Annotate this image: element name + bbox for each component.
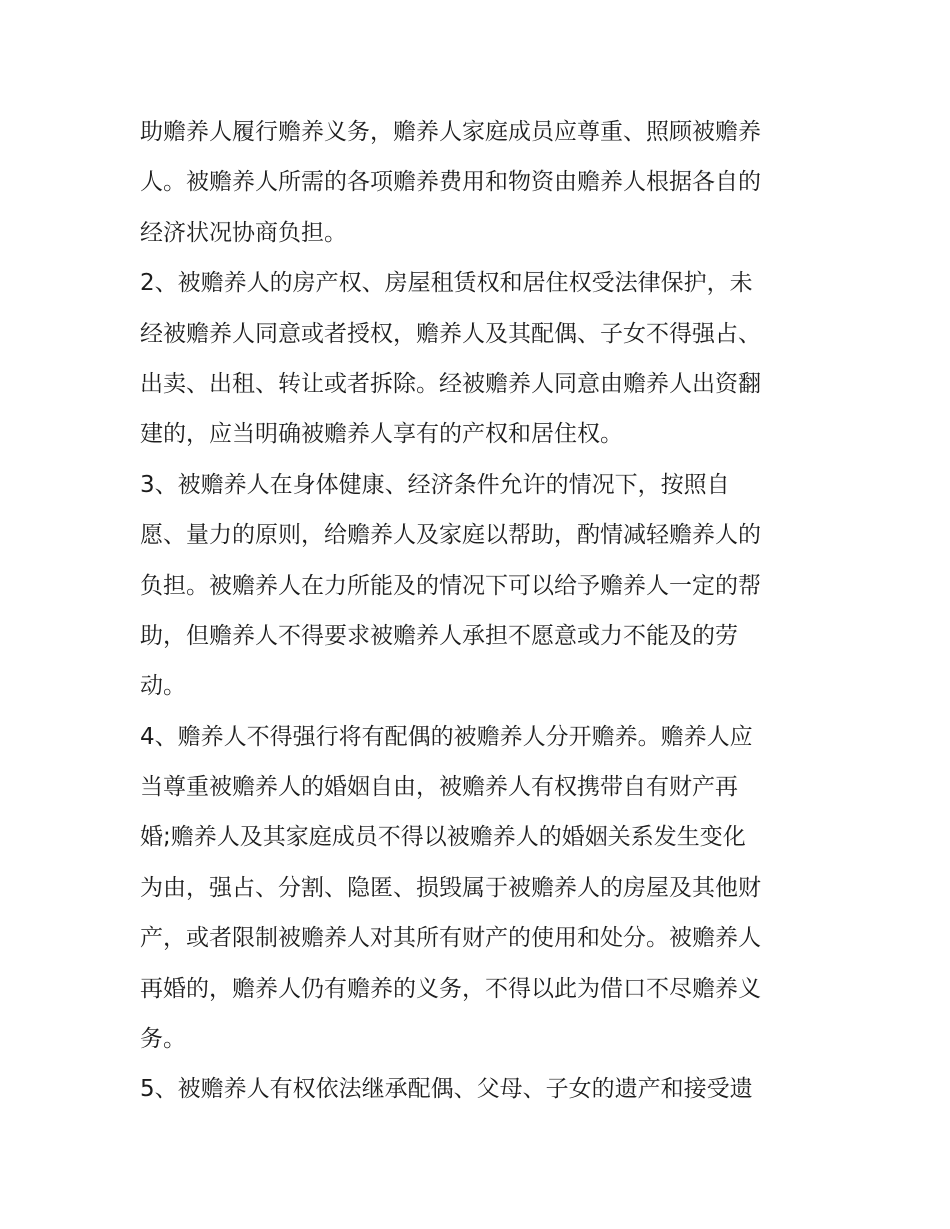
text-line: 2、被赡养人的房产权、房屋租赁权和居住权受法律保护，未: [140, 270, 753, 297]
text-line: 当尊重被赡养人的婚姻自由，被赡养人有权携带自有财产再: [140, 774, 738, 801]
text-line: 助，但赡养人不得要求被赡养人承担不愿意或力不能及的劳: [140, 622, 738, 649]
text-line: 3、被赡养人在身体健康、经济条件允许的情况下，按照自: [140, 471, 730, 498]
text-line: 愿、量力的原则，给赡养人及家庭以帮助，酌情减轻赡养人的: [140, 522, 761, 549]
text-line: 产，或者限制被赡养人对其所有财产的使用和处分。被赡养人: [140, 925, 761, 952]
text-line: 婚;赡养人及其家庭成员不得以被赡养人的婚姻关系发生变化: [140, 824, 746, 851]
document-body: [140, 107, 815, 1115]
text-line: 再婚的，赡养人仍有赡养的义务，不得以此为借口不尽赡养义: [140, 975, 761, 1002]
text-line: 经济状况协商负担。: [140, 219, 347, 246]
text-line: 人。被赡养人所需的各项赡养费用和物资由赡养人根据各自的: [140, 169, 761, 196]
text-line: 经被赡养人同意或者授权，赡养人及其配偶、子女不得强占、: [140, 320, 761, 347]
text-line: 助赡养人履行赡养义务，赡养人家庭成员应尊重、照顾被赡养: [140, 119, 761, 145]
text-line: 务。: [140, 1026, 186, 1053]
text-line: 负担。被赡养人在力所能及的情况下可以给予赡养人一定的帮: [140, 572, 761, 599]
text-line: 动。: [140, 673, 186, 700]
text-line: 出卖、出租、转让或者拆除。经被赡养人同意由赡养人出资翻: [140, 370, 761, 397]
text-line: 4、赡养人不得强行将有配偶的被赡养人分开赡养。赡养人应: [140, 723, 753, 750]
text-line: 5、被赡养人有权依法继承配偶、父母、子女的遗产和接受遗: [140, 1076, 753, 1103]
text-line: 建的，应当明确被赡养人享有的产权和居住权。: [140, 421, 623, 448]
text-line: 为由，强占、分割、隐匿、损毁属于被赡养人的房屋及其他财: [140, 874, 761, 901]
